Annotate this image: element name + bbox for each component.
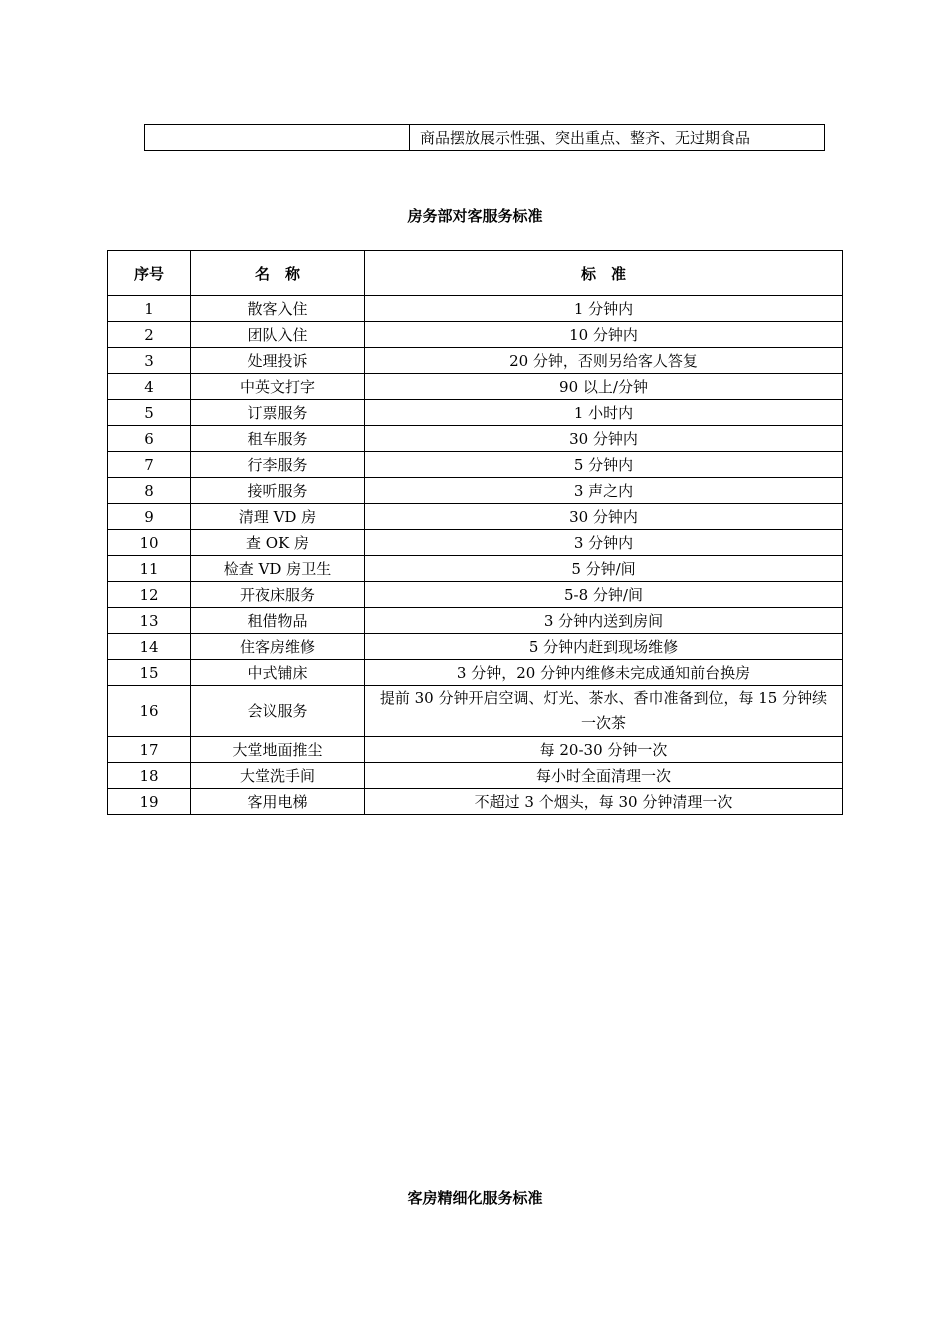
row-standard: 10 分钟内: [365, 322, 843, 348]
row-name: 接听服务: [191, 478, 365, 504]
row-standard: 20 分钟，否则另给客人答复: [365, 348, 843, 374]
table-row: [108, 426, 843, 452]
table-row: [108, 504, 843, 530]
table-row: [108, 763, 843, 789]
row-number: 1: [108, 296, 191, 322]
table-row: [108, 582, 843, 608]
row-number: 8: [108, 478, 191, 504]
row-standard: 1 小时内: [365, 400, 843, 426]
row-standard: 30 分钟内: [365, 504, 843, 530]
row-name: 清理 VD 房: [191, 504, 365, 530]
table-row: [108, 686, 843, 737]
table-row: [108, 608, 843, 634]
row-name: 会议服务: [191, 686, 365, 737]
table-row: [108, 322, 843, 348]
row-name: 中英文打字: [191, 374, 365, 400]
service-standard-table: [107, 250, 843, 815]
row-number: 17: [108, 737, 191, 763]
row-name: 散客入住: [191, 296, 365, 322]
header-standard: 标 准: [365, 251, 843, 296]
row-name: 大堂洗手间: [191, 763, 365, 789]
continued-table: [144, 124, 825, 151]
table-row: [145, 125, 825, 151]
table-row: [108, 660, 843, 686]
top-cell-right: 商品摆放展示性强、突出重点、整齐、无过期食品: [410, 125, 825, 151]
row-number: 13: [108, 608, 191, 634]
row-number: 12: [108, 582, 191, 608]
section-title-guestroom: 客房精细化服务标准: [407, 1189, 543, 1207]
row-name: 处理投诉: [191, 348, 365, 374]
row-name: 大堂地面推尘: [191, 737, 365, 763]
table-row: [108, 556, 843, 582]
row-number: 4: [108, 374, 191, 400]
row-standard: 每小时全面清理一次: [365, 763, 843, 789]
row-name: 租车服务: [191, 426, 365, 452]
row-name: 行李服务: [191, 452, 365, 478]
row-standard: 不超过 3 个烟头，每 30 分钟清理一次: [365, 789, 843, 815]
table-row: [108, 296, 843, 322]
row-standard: 3 分钟内送到房间: [365, 608, 843, 634]
row-number: 6: [108, 426, 191, 452]
row-number: 16: [108, 686, 191, 737]
row-standard: 5 分钟内: [365, 452, 843, 478]
row-name: 租借物品: [191, 608, 365, 634]
row-standard: 1 分钟内: [365, 296, 843, 322]
table-row: [108, 789, 843, 815]
row-name: 开夜床服务: [191, 582, 365, 608]
row-name: 检查 VD 房卫生: [191, 556, 365, 582]
row-name: 订票服务: [191, 400, 365, 426]
row-standard: 3 声之内: [365, 478, 843, 504]
row-number: 18: [108, 763, 191, 789]
row-number: 7: [108, 452, 191, 478]
row-number: 9: [108, 504, 191, 530]
row-name: 住客房维修: [191, 634, 365, 660]
header-number: 序号: [108, 251, 191, 296]
table-row: [108, 530, 843, 556]
row-number: 10: [108, 530, 191, 556]
row-name: 中式铺床: [191, 660, 365, 686]
row-number: 14: [108, 634, 191, 660]
row-name: 客用电梯: [191, 789, 365, 815]
row-number: 15: [108, 660, 191, 686]
table-row: [108, 452, 843, 478]
top-cell-left: [145, 125, 410, 151]
row-standard: 30 分钟内: [365, 426, 843, 452]
row-standard: 5-8 分钟/间: [365, 582, 843, 608]
row-standard: 提前 30 分钟开启空调、灯光、茶水、香巾准备到位，每 15 分钟续一次茶: [365, 686, 843, 737]
header-name: 名 称: [191, 251, 365, 296]
row-number: 19: [108, 789, 191, 815]
row-number: 2: [108, 322, 191, 348]
table-row: [108, 478, 843, 504]
row-name: 团队入住: [191, 322, 365, 348]
table-row: [108, 634, 843, 660]
row-number: 11: [108, 556, 191, 582]
row-number: 3: [108, 348, 191, 374]
row-standard: 每 20-30 分钟一次: [365, 737, 843, 763]
table-row: [108, 400, 843, 426]
table-row: [108, 348, 843, 374]
header-row: [108, 251, 843, 296]
table-row: [108, 737, 843, 763]
row-name: 查 OK 房: [191, 530, 365, 556]
row-standard: 3 分钟内: [365, 530, 843, 556]
row-number: 5: [108, 400, 191, 426]
row-standard: 90 以上/分钟: [365, 374, 843, 400]
section-title-housekeeping: 房务部对客服务标准: [407, 207, 543, 225]
table-row: [108, 374, 843, 400]
row-standard: 5 分钟内赶到现场维修: [365, 634, 843, 660]
row-standard: 5 分钟/间: [365, 556, 843, 582]
row-standard: 3 分钟，20 分钟内维修未完成通知前台换房: [365, 660, 843, 686]
